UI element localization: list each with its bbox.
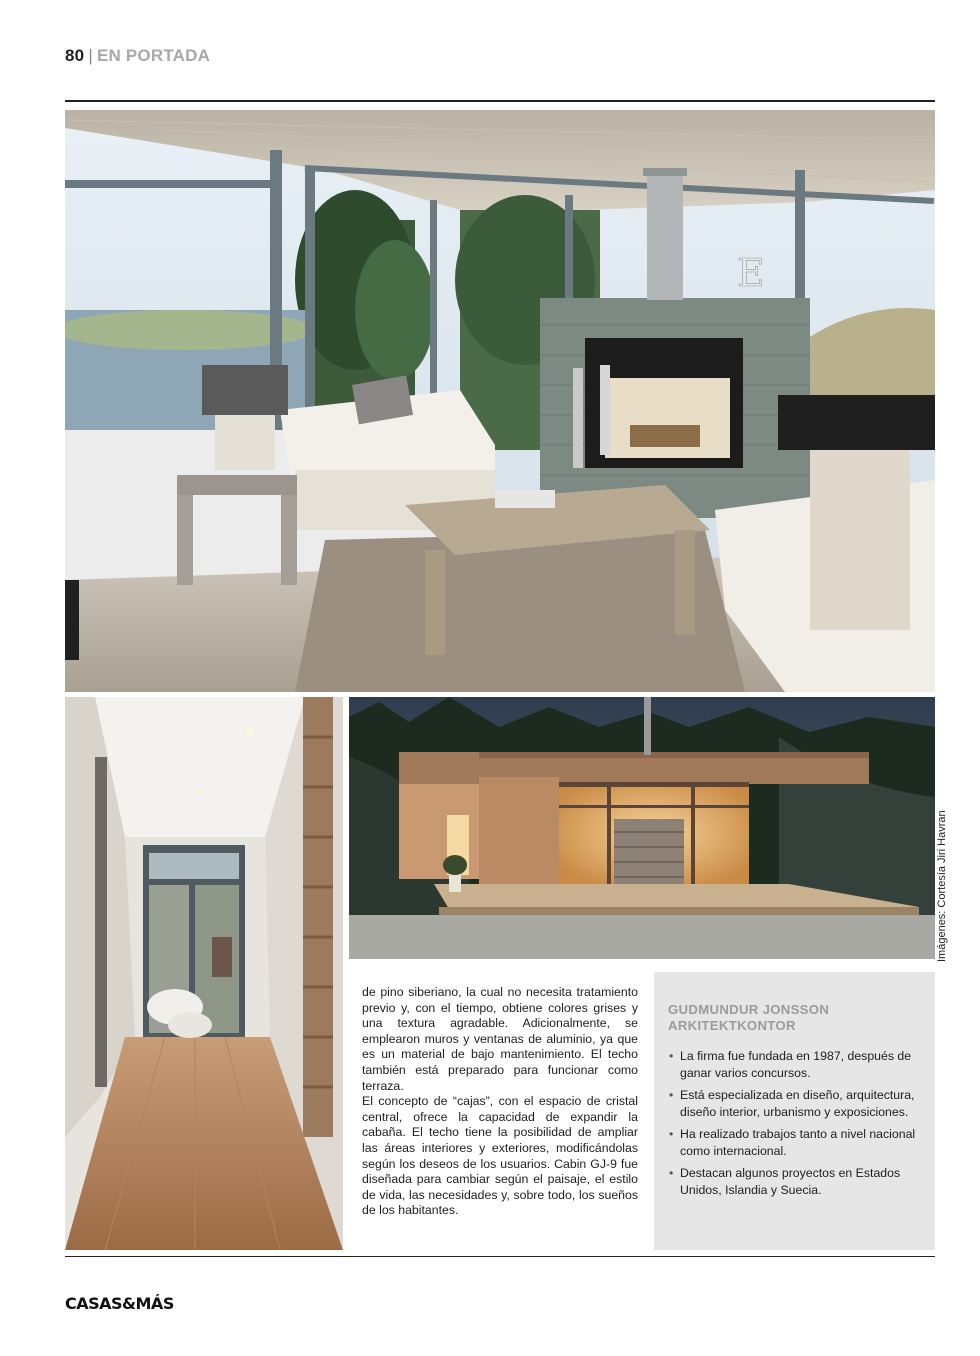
firm-info-box <box>654 972 935 1250</box>
top-rule <box>65 100 935 102</box>
image-credit: Imágenes: Cortesía Jiri Havran <box>936 810 948 962</box>
firm-info-item-text: Ha realizado trabajos tanto a nivel nacional como internacional. <box>680 1127 916 1158</box>
bullet-icon: • <box>669 1088 674 1102</box>
article-paragraph-1: de pino siberiano, la cual no necesita tratamiento previo y, con el tiempo, obtiene colores grises y una textura agradable. Adicionalmente, se emplearon muros y ventanas de aluminio, ya que es un material de bajo mantenimiento. El techo también está preparado para funcionar como terraza. <box>362 985 638 1093</box>
firm-info-item <box>668 1126 926 1159</box>
firm-info-item <box>668 1165 926 1198</box>
fireplace-letter: E <box>737 251 765 295</box>
hallway-photo <box>65 697 343 1250</box>
bullet-icon: • <box>669 1049 674 1063</box>
page-header <box>65 46 210 66</box>
article-paragraph-2: El concepto de “cajas”, con el espacio de cristal central, ofrece la capacidad de expandir la cabaña. El techo tiene la posibilidad de ampliar las áreas interiores y exteriores, modificándolas según los deseos de los usuarios. Cabin GJ-9 fue diseñada para cambiar según el paisaje, el estilo de vida, las necesidades y, sobre todo, los sueños de los habitantes. <box>362 1094 638 1218</box>
firm-info-item <box>668 1048 926 1081</box>
bullet-icon: • <box>669 1127 674 1141</box>
cabin-exterior-photo <box>349 697 935 959</box>
article-body <box>362 985 638 1219</box>
section-title: EN PORTADA <box>96 46 211 65</box>
firm-info-item-text: Destacan algunos proyectos en Estados Unidos, Islandia y Suecia. <box>680 1166 901 1197</box>
living-room-photo <box>65 110 935 692</box>
magazine-logo: CASAS&MÁS <box>65 1294 174 1313</box>
bottom-rule <box>65 1256 935 1257</box>
header-separator: | <box>88 46 93 65</box>
page-number: 80 <box>65 46 85 65</box>
firm-info-list <box>668 1048 926 1204</box>
firm-info-title: GUDMUNDUR JONSSON ARKITEKTKONTOR <box>668 1002 830 1033</box>
firm-info-item-text: Está especializada en diseño, arquitectura, diseño interior, urbanismo y exposiciones. <box>680 1088 915 1119</box>
firm-info-item-text: La firma fue fundada en 1987, después de ganar varios concursos. <box>680 1049 912 1080</box>
firm-info-item <box>668 1087 926 1120</box>
bullet-icon: • <box>669 1166 674 1180</box>
